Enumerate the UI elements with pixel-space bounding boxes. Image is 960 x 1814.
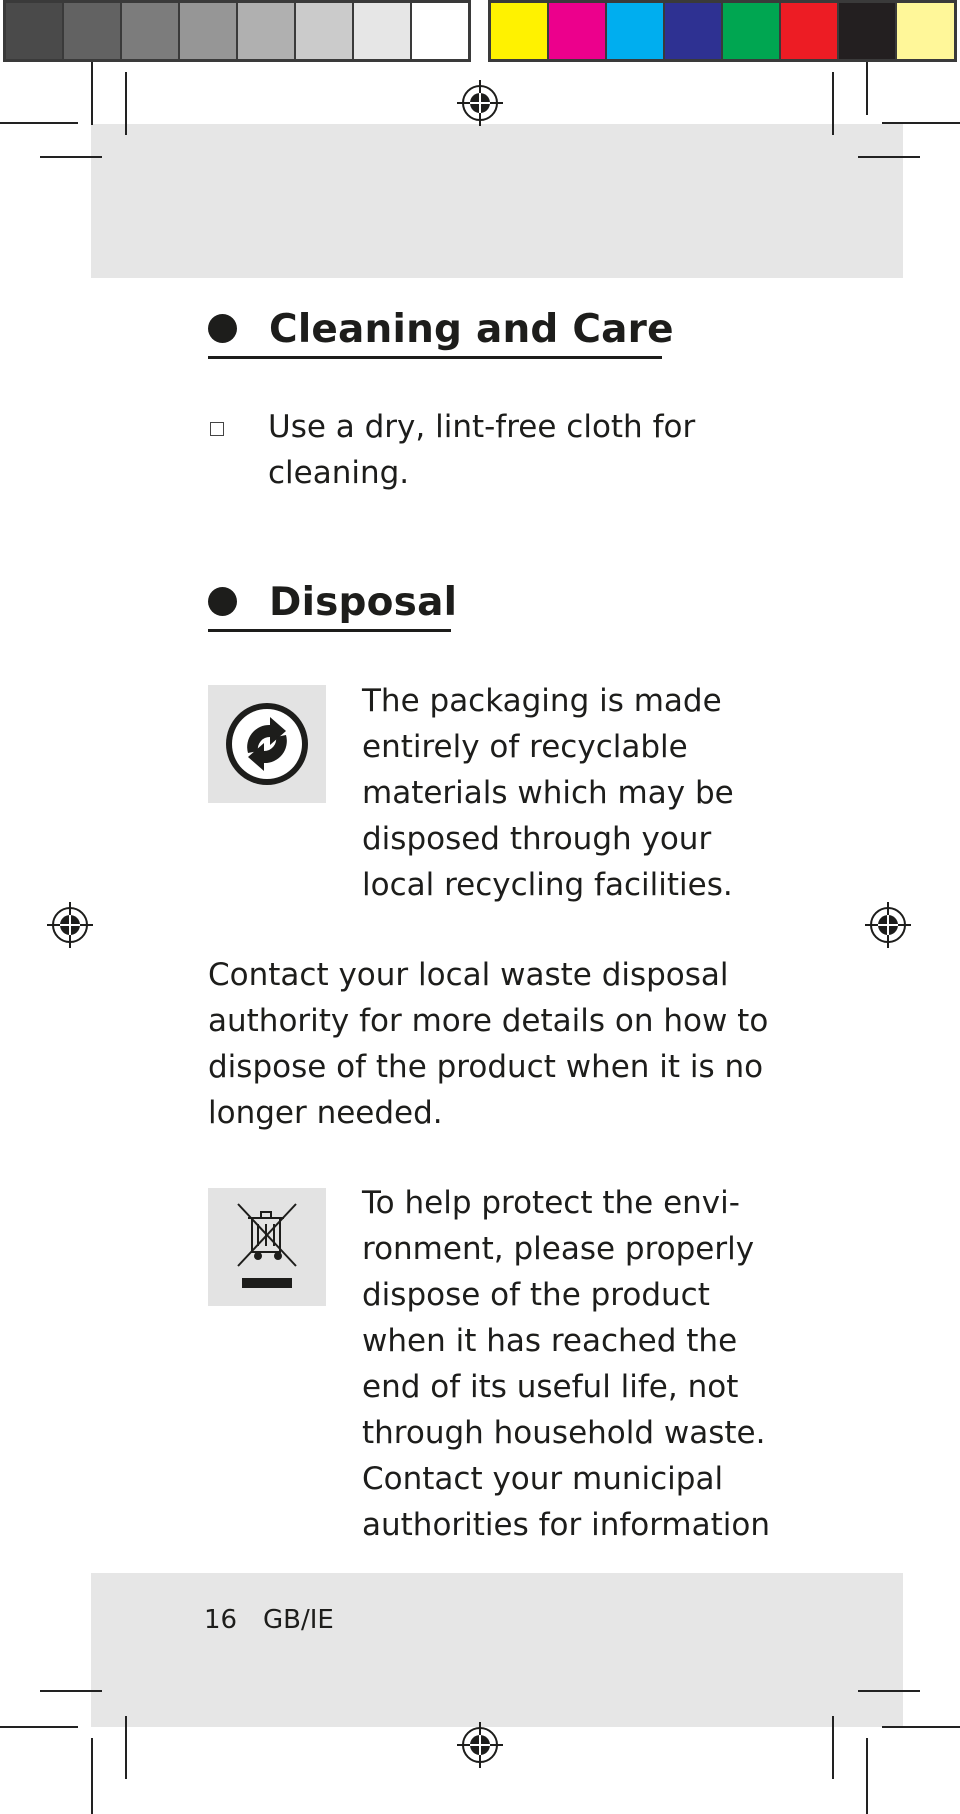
color-swatch-blue [665,3,721,59]
crossed-bin-icon [208,1188,326,1306]
registration-mark-icon [457,80,503,126]
color-swatch-green [723,3,779,59]
gray-swatch [122,3,178,59]
gray-swatch [64,3,120,59]
gray-swatch [180,3,236,59]
gray-swatch [296,3,352,59]
grayscale-strip [3,0,471,62]
contact-authority-text: Contact your local waste disposal authority for more details on how to dispose of the product when it is no longer needed. [208,957,769,1131]
cleaning-instruction: Use a dry, lint-free cloth for cleaning. [268,409,696,491]
environment-text: To help protect the envi- ronment, please properly dispose of the product when it has reached the end of its useful life, not through household waste. Contact your municipal authorities for information [362,1185,771,1543]
color-swatch-yellow [491,3,547,59]
cleaning-title: Cleaning and Care [269,307,674,352]
weee-icon-box [208,1188,326,1306]
color-swatch-black [839,3,895,59]
disposal-title: Disposal [269,580,458,625]
color-swatch-light-yellow [897,3,954,59]
heading-bullet-icon [208,587,237,616]
section-heading-disposal [208,580,458,632]
gray-swatch [354,3,410,59]
green-dot-recycling-icon [208,685,326,803]
gray-swatch [6,3,62,59]
color-calibration-bar [0,0,960,62]
recycle-icon-box [208,685,326,803]
header-band [91,124,903,278]
color-swatch-cyan [607,3,663,59]
packaging-text: The packaging is made entirely of recyclable materials which may be disposed through your local recycling facilities. [362,683,734,903]
color-swatch-magenta [549,3,605,59]
gray-swatch [238,3,294,59]
checkbox-bullet-icon [210,422,224,436]
footer-band [91,1573,903,1727]
locale-label: GB/IE [263,1605,334,1635]
page-number: 16 [204,1605,238,1635]
registration-mark-icon [865,902,911,948]
registration-mark-icon [47,902,93,948]
gray-swatch [412,3,468,59]
heading-bullet-icon [208,314,237,343]
color-swatch-red [781,3,837,59]
registration-mark-icon [457,1722,503,1768]
section-heading-cleaning [208,307,674,359]
color-strip [488,0,957,62]
